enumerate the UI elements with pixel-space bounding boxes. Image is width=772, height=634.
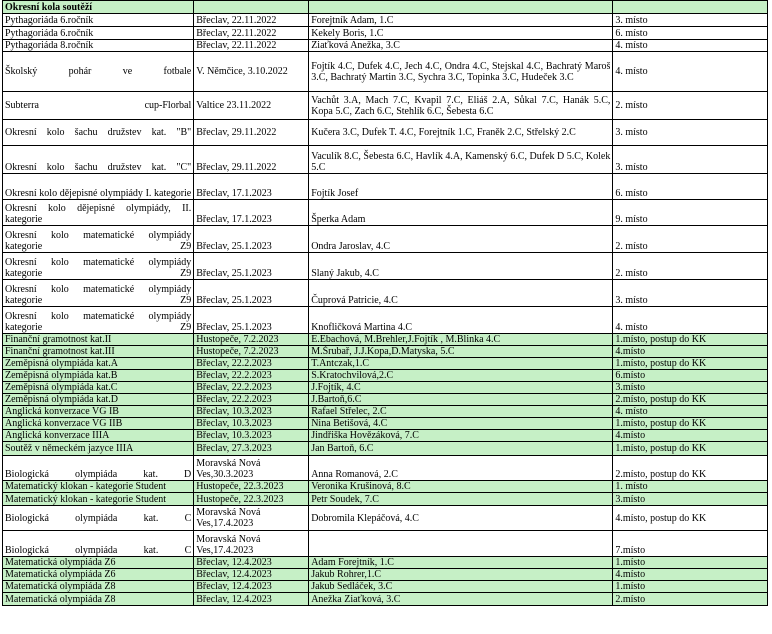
table-row — [3, 506, 768, 531]
table-row — [3, 569, 768, 581]
competition-name: Zeměpisná olympiáda kat.A — [3, 358, 194, 370]
table-row — [3, 226, 768, 253]
competition-name: Okresní kolo šachu družstev kat. "C" — [3, 146, 194, 174]
participants: Veronika Krušinová, 8.C — [309, 481, 613, 493]
result: 6. místo — [613, 27, 768, 40]
participants: J.Bartoň,6.C — [309, 394, 613, 406]
header-row — [3, 1, 768, 14]
place-date: Břeclav, 29.11.2022 — [194, 146, 309, 174]
result: 2. místo — [613, 253, 768, 280]
competition-name: Finanční gramotnost kat.III — [3, 346, 194, 358]
place-date: Břeclav, 12.4.2023 — [194, 569, 309, 581]
result: 4.místo — [613, 346, 768, 358]
place-date: Břeclav, 22.11.2022 — [194, 14, 309, 27]
place-date: Břeclav, 29.11.2022 — [194, 120, 309, 146]
competition-name: Finanční gramotnost kat.II — [3, 334, 194, 346]
participants: Jindřiška Hovězáková, 7.C — [309, 430, 613, 442]
participants: Ziaťková Anežka, 3.C — [309, 40, 613, 52]
place-date: Hustopeče, 7.2.2023 — [194, 334, 309, 346]
competition-name: Zeměpisná olympiáda kat.B — [3, 370, 194, 382]
participants: Čuprová Patricie, 4.C — [309, 280, 613, 307]
header-cell — [194, 1, 309, 14]
participants: Adam Forejtník, 1.C — [309, 557, 613, 569]
table-row — [3, 557, 768, 569]
result: 1. místo — [613, 481, 768, 493]
competition-results-table — [2, 0, 768, 606]
header-title: Okresní kola soutěží — [3, 1, 194, 14]
table-row — [3, 334, 768, 346]
participants: Petr Soudek, 7.C — [309, 493, 613, 506]
result: 6.místo — [613, 370, 768, 382]
result: 3. místo — [613, 280, 768, 307]
results-sheet — [2, 0, 768, 606]
place-date: Břeclav, 22.2.2023 — [194, 382, 309, 394]
participants: E.Ebachová, M.Brehler,J.Fojtík , M.Blinka 4.C — [309, 334, 613, 346]
place-date: Moravská Nová Ves,30.3.2023 — [194, 456, 309, 481]
table-row — [3, 346, 768, 358]
participants: T.Antczak,1.C — [309, 358, 613, 370]
participants: Anna Romanová, 2.C — [309, 456, 613, 481]
place-date: Moravská Nová Ves,17.4.2023 — [194, 531, 309, 557]
competition-name: Anglická konverzace VG IB — [3, 406, 194, 418]
table-row — [3, 52, 768, 92]
participants: Fojtík 4.C, Dufek 4.C, Jech 4.C, Ondra 4.C, Stejskal 4.C, Bachratý Maroš 3.C, Bachratý Martin 3.C, Sychra 3.C, Topinka 3.C, Hudeček 3.C — [309, 52, 613, 92]
table-row — [3, 146, 768, 174]
table-row — [3, 418, 768, 430]
result: 1.místo, postup do KK — [613, 334, 768, 346]
competition-name: Okresní kolo dějepisné olympiády I. kategorie — [3, 174, 194, 200]
table-row — [3, 593, 768, 606]
participants — [309, 531, 613, 557]
table-row — [3, 531, 768, 557]
result: 6. místo — [613, 174, 768, 200]
participants: M.Šrubař, J.J.Kopa,D.Matyska, 5.C — [309, 346, 613, 358]
place-date: Břeclav, 25.1.2023 — [194, 307, 309, 334]
place-date: V. Němčice, 3.10.2022 — [194, 52, 309, 92]
competition-name: Matematická olympiáda Z8 — [3, 581, 194, 593]
result: 2.místo — [613, 593, 768, 606]
place-date: Břeclav, 17.1.2023 — [194, 174, 309, 200]
table-row — [3, 174, 768, 200]
table-row — [3, 382, 768, 394]
participants: Fojtík Josef — [309, 174, 613, 200]
place-date: Břeclav, 12.4.2023 — [194, 593, 309, 606]
competition-name: Pythagoriáda 6.ročník — [3, 27, 194, 40]
participants: Kekely Boris, 1.C — [309, 27, 613, 40]
result: 3.místo — [613, 382, 768, 394]
result: 2.místo, postup do KK — [613, 394, 768, 406]
result: 4.místo — [613, 430, 768, 442]
result: 4. místo — [613, 52, 768, 92]
competition-name: Biologická olympiáda kat. C — [3, 506, 194, 531]
table-row — [3, 200, 768, 226]
table-row — [3, 92, 768, 120]
result: 2. místo — [613, 92, 768, 120]
participants: S.Kratochvilová,2.C — [309, 370, 613, 382]
table-row — [3, 40, 768, 52]
competition-name: Subterra cup-Florbal — [3, 92, 194, 120]
competition-name: Okresní kolo šachu družstev kat. "B" — [3, 120, 194, 146]
result: 3. místo — [613, 120, 768, 146]
place-date: Břeclav, 25.1.2023 — [194, 253, 309, 280]
place-date: Břeclav, 22.11.2022 — [194, 27, 309, 40]
place-date: Břeclav, 10.3.2023 — [194, 430, 309, 442]
place-date: Břeclav, 22.2.2023 — [194, 394, 309, 406]
competition-name: Okresní kolo matematické olympiády kategorie Z9 — [3, 280, 194, 307]
participants: Dobromila Klepáčová, 4.C — [309, 506, 613, 531]
place-date: Moravská Nová Ves,17.4.2023 — [194, 506, 309, 531]
place-date: Hustopeče, 22.3.2023 — [194, 493, 309, 506]
place-date: Hustopeče, 22.3.2023 — [194, 481, 309, 493]
participants: Anežka Ziaťková, 3.C — [309, 593, 613, 606]
competition-name: Matematická olympiáda Z6 — [3, 569, 194, 581]
competition-name: Matematická olympiáda Z6 — [3, 557, 194, 569]
competition-name: Zeměpisná olympiáda kat.D — [3, 394, 194, 406]
result: 3. místo — [613, 146, 768, 174]
competition-name: Biologická olympiáda kat. D — [3, 456, 194, 481]
table-row — [3, 581, 768, 593]
result: 4. místo — [613, 406, 768, 418]
result: 2. místo — [613, 226, 768, 253]
table-row — [3, 358, 768, 370]
competition-name: Zeměpisná olympiáda kat.C — [3, 382, 194, 394]
participants: Nina Betišová, 4.C — [309, 418, 613, 430]
participants: Jakub Rohrer,1.C — [309, 569, 613, 581]
result: 7.místo — [613, 531, 768, 557]
competition-name: Soutěž v německém jazyce IIIA — [3, 442, 194, 456]
competition-name: Školský pohár ve fotbale — [3, 52, 194, 92]
place-date: Břeclav, 10.3.2023 — [194, 418, 309, 430]
header-cell — [309, 1, 613, 14]
table-row — [3, 120, 768, 146]
table-row — [3, 456, 768, 481]
table-row — [3, 370, 768, 382]
place-date: Břeclav, 22.2.2023 — [194, 370, 309, 382]
table-row — [3, 280, 768, 307]
competition-name: Okresní kolo dějepisné olympiády, II. kategorie — [3, 200, 194, 226]
competition-name: Biologická olympiáda kat. C — [3, 531, 194, 557]
table-row — [3, 253, 768, 280]
table-row — [3, 481, 768, 493]
place-date: Břeclav, 25.1.2023 — [194, 280, 309, 307]
result: 4. místo — [613, 307, 768, 334]
participants: Vachůt 3.A, Mach 7.C, Kvapil 7.C, Eliáš 2.A, Sůkal 7.C, Hanák 5.C, Kopa 5.C, Zach 6.C, Stehlík 6.C, Šebesta 6.C — [309, 92, 613, 120]
table-row — [3, 394, 768, 406]
result: 4.místo, postup do KK — [613, 506, 768, 531]
place-date: Břeclav, 25.1.2023 — [194, 226, 309, 253]
place-date: Břeclav, 27.3.2023 — [194, 442, 309, 456]
competition-name: Pythagoriáda 8.ročník — [3, 40, 194, 52]
result: 9. místo — [613, 200, 768, 226]
table-row — [3, 493, 768, 506]
result: 3. místo — [613, 14, 768, 27]
place-date: Valtice 23.11.2022 — [194, 92, 309, 120]
participants: Kučera 3.C, Dufek T. 4.C, Forejtník 1.C, Franěk 2.C, Střelský 2.C — [309, 120, 613, 146]
participants: Forejtník Adam, 1.C — [309, 14, 613, 27]
competition-name: Anglická konverzace IIIA — [3, 430, 194, 442]
place-date: Břeclav, 22.11.2022 — [194, 40, 309, 52]
participants: Jakub Sedláček, 3.C — [309, 581, 613, 593]
place-date: Hustopeče, 7.2.2023 — [194, 346, 309, 358]
place-date: Břeclav, 10.3.2023 — [194, 406, 309, 418]
table-row — [3, 14, 768, 27]
result: 1.místo, postup do KK — [613, 418, 768, 430]
participants: Slaný Jakub, 4.C — [309, 253, 613, 280]
participants: Vaculík 8.C, Šebesta 6.C, Havlík 4.A, Kamenský 6.C, Dufek D 5.C, Kolek 5.C — [309, 146, 613, 174]
result: 4.místo — [613, 569, 768, 581]
table-row — [3, 406, 768, 418]
header-cell — [613, 1, 768, 14]
competition-name: Okresní kolo matematické olympiády kategorie Z9 — [3, 253, 194, 280]
participants: Šperka Adam — [309, 200, 613, 226]
participants: J.Fojtík, 4.C — [309, 382, 613, 394]
place-date: Břeclav, 17.1.2023 — [194, 200, 309, 226]
result: 2.místo, postup do KK — [613, 456, 768, 481]
table-row — [3, 430, 768, 442]
result: 1.místo, postup do KK — [613, 358, 768, 370]
competition-name: Okresní kolo matematické olympiády kategorie Z9 — [3, 226, 194, 253]
competition-name: Okresní kolo matematické olympiády kategorie Z9 — [3, 307, 194, 334]
place-date: Břeclav, 12.4.2023 — [194, 557, 309, 569]
participants: Knofličková Martina 4.C — [309, 307, 613, 334]
table-row — [3, 27, 768, 40]
result: 1.místo — [613, 581, 768, 593]
competition-name: Matematická olympiáda Z8 — [3, 593, 194, 606]
competition-name: Matematický klokan - kategorie Student — [3, 493, 194, 506]
place-date: Břeclav, 22.2.2023 — [194, 358, 309, 370]
participants: Jan Bartoň, 6.C — [309, 442, 613, 456]
competition-name: Anglická konverzace VG IIB — [3, 418, 194, 430]
participants: Rafael Střelec, 2.C — [309, 406, 613, 418]
result: 3.místo — [613, 493, 768, 506]
competition-name: Matematický klokan - kategorie Student — [3, 481, 194, 493]
result: 1.místo, postup do KK — [613, 442, 768, 456]
result: 4. místo — [613, 40, 768, 52]
table-row — [3, 307, 768, 334]
place-date: Břeclav, 12.4.2023 — [194, 581, 309, 593]
participants: Ondra Jaroslav, 4.C — [309, 226, 613, 253]
result: 1.místo — [613, 557, 768, 569]
competition-name: Pythagoriáda 6.ročník — [3, 14, 194, 27]
table-row — [3, 442, 768, 456]
